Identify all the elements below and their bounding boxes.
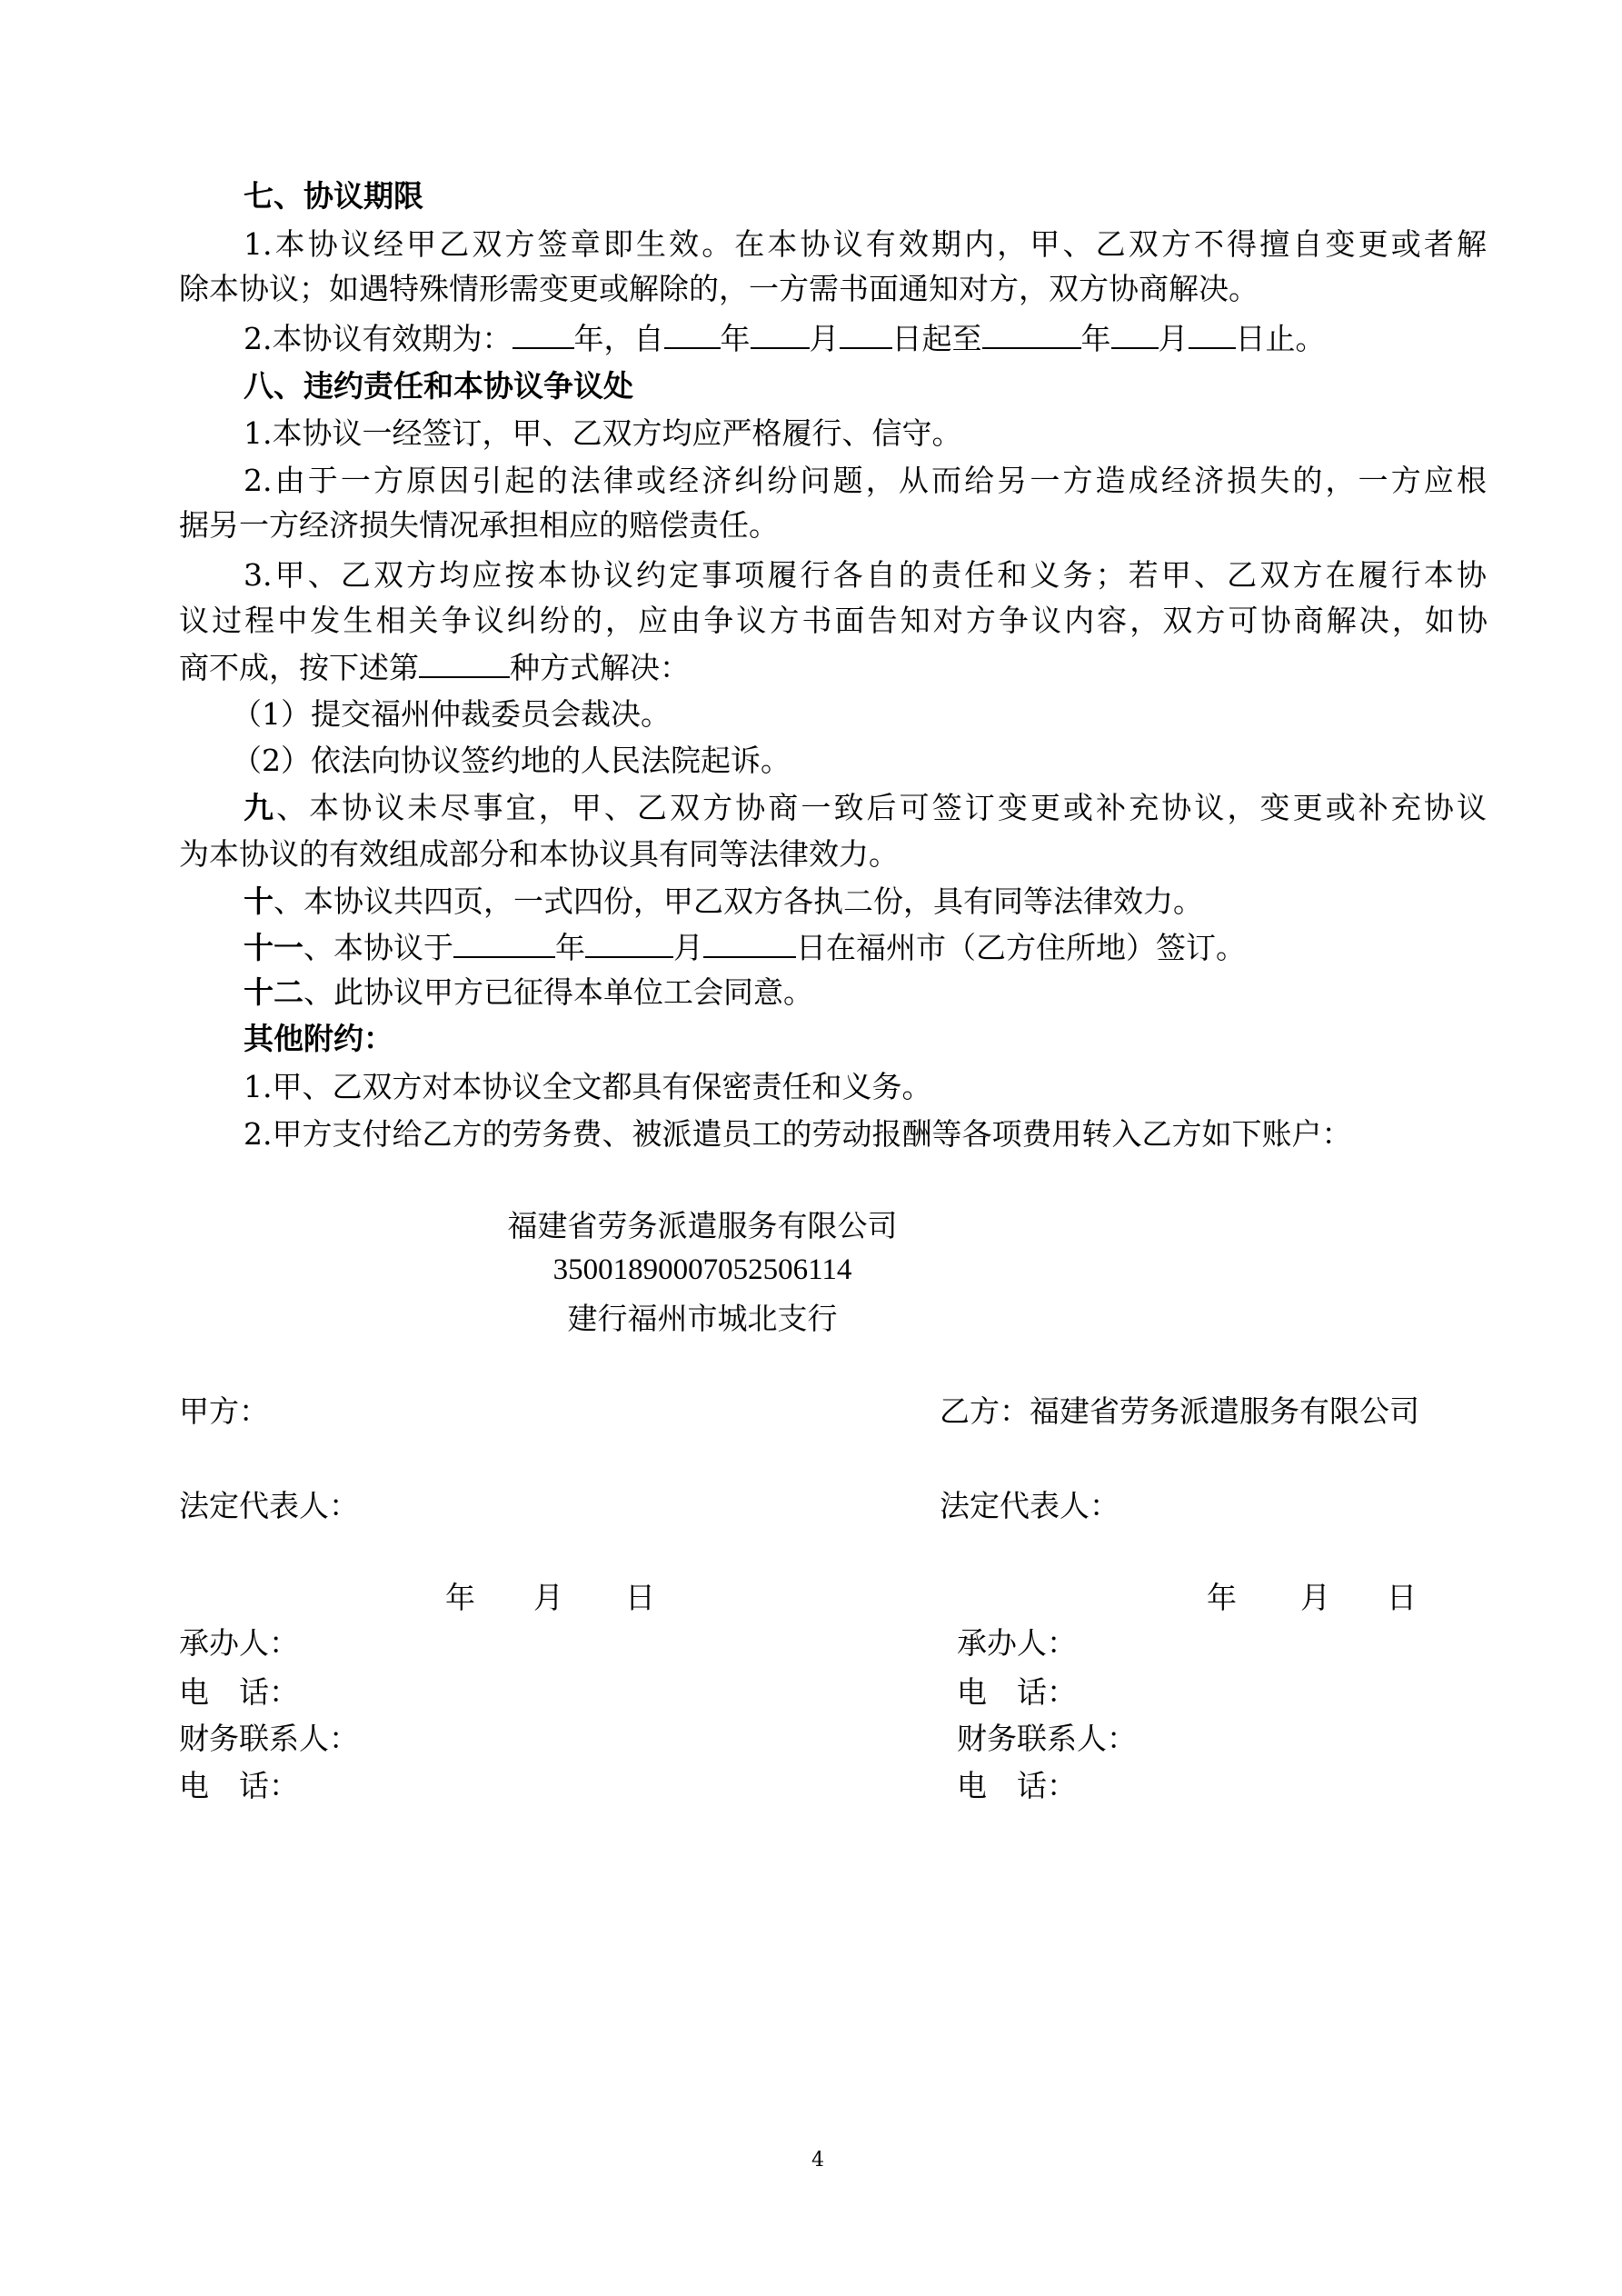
party-a-date-year: 年 [445, 1580, 475, 1615]
section-8-clause-2: 2.由于一方原因引起的法律或经济纠纷问题，从而给另一方造成经济损失的，一方应根 [244, 463, 1487, 498]
section-7-clause-2: 2.本协议有效期为： 年，自 年 月 日起至 年 月 日止。 [244, 321, 1326, 356]
other-terms-1: 1.甲、乙双方对本协议全文都具有保密责任和义务。 [244, 1069, 932, 1104]
party-b-label: 乙方：福建省劳务派遣服务有限公司 [940, 1393, 1419, 1429]
section-8-clause-2-cont: 据另一方经济损失情况承担相应的赔偿责任。 [179, 507, 779, 543]
section-9: 九、本协议未尽事宜，甲、乙双方协商一致后可签订变更或补充协议，变更或补充协议 [244, 790, 1488, 825]
party-b-date-day: 日 [1387, 1580, 1417, 1615]
dispute-option-2: （2）依法向协议签约地的人民法院起诉。 [232, 743, 791, 778]
dispute-method-blank[interactable] [419, 649, 510, 678]
start-day-blank[interactable] [840, 320, 892, 349]
account-bank: 建行福州市城北支行 [567, 1301, 838, 1336]
start-year-blank[interactable] [664, 320, 721, 349]
party-b-finance-contact: 财务联系人： [957, 1721, 1137, 1756]
page-number: 4 [811, 2149, 824, 2171]
party-a-handler: 承办人： [179, 1625, 299, 1661]
term-years-blank[interactable] [512, 320, 574, 349]
section-8-heading: 八、违约责任和本协议争议处 [244, 368, 633, 404]
section-7-heading: 七、协议期限 [244, 178, 423, 214]
section-12: 十二、此协议甲方已征得本单位工会同意。 [244, 974, 813, 1010]
other-terms-heading: 其他附约： [244, 1021, 393, 1056]
start-month-blank[interactable] [751, 320, 810, 349]
party-a-phone: 电 话： [179, 1674, 299, 1710]
party-a-finance-phone: 电 话： [179, 1768, 299, 1803]
sign-day-blank[interactable] [703, 929, 796, 958]
end-day-blank[interactable] [1189, 320, 1236, 349]
party-b-date-month: 月 [1300, 1580, 1330, 1615]
section-7-clause-1: 1.本协议经甲乙双方签章即生效。在本协议有效期内，甲、乙双方不得擅自变更或者解 [244, 226, 1487, 262]
section-8-clause-3-end: 商不成，按下述第 种方式解决： [179, 650, 690, 685]
section-11: 十一、本协议于 年 月 日在福州市（乙方住所地）签订。 [244, 930, 1246, 965]
sign-month-blank[interactable] [585, 929, 673, 958]
party-a-legal-rep: 法定代表人： [179, 1488, 359, 1523]
party-b-finance-phone: 电 话： [957, 1768, 1077, 1803]
section-10: 十、本协议共四页，一式四份，甲乙双方各执二份，具有同等法律效力。 [244, 883, 1203, 919]
party-b-date-year: 年 [1207, 1580, 1237, 1615]
dispute-option-1: （1）提交福州仲裁委员会裁决。 [232, 696, 671, 732]
section-9-cont: 为本协议的有效组成部分和本协议具有同等法律效力。 [179, 836, 899, 872]
party-b-legal-rep: 法定代表人： [940, 1488, 1119, 1523]
party-b-handler: 承办人： [957, 1625, 1077, 1661]
other-terms-2: 2.甲方支付给乙方的劳务费、被派遣员工的劳动报酬等各项费用转入乙方如下账户： [244, 1116, 1352, 1152]
section-8-clause-3: 3.甲、乙双方均应按本协议约定事项履行各自的责任和义务；若甲、乙双方在履行本协 [244, 557, 1487, 593]
end-month-blank[interactable] [1111, 320, 1159, 349]
sign-year-blank[interactable] [453, 929, 555, 958]
section-8-clause-1: 1.本协议一经签订，甲、乙双方均应严格履行、信守。 [244, 415, 962, 451]
party-a-label: 甲方： [179, 1393, 269, 1429]
party-a-date-day: 日 [625, 1580, 655, 1615]
party-a-date-month: 月 [533, 1580, 563, 1615]
account-number: 35001890007052506114 [552, 1253, 852, 1286]
section-7-clause-1-cont: 除本协议；如遇特殊情形需变更或解除的，一方需书面通知对方，双方协商解决。 [179, 271, 1259, 306]
account-name: 福建省劳务派遣服务有限公司 [507, 1208, 898, 1243]
end-year-blank[interactable] [982, 320, 1081, 349]
party-a-finance-contact: 财务联系人： [179, 1721, 359, 1756]
party-b-phone: 电 话： [957, 1674, 1077, 1710]
section-8-clause-3-cont: 议过程中发生相关争议纠纷的，应由争议方书面告知对方争议内容，双方可协商解决，如协 [179, 603, 1488, 638]
